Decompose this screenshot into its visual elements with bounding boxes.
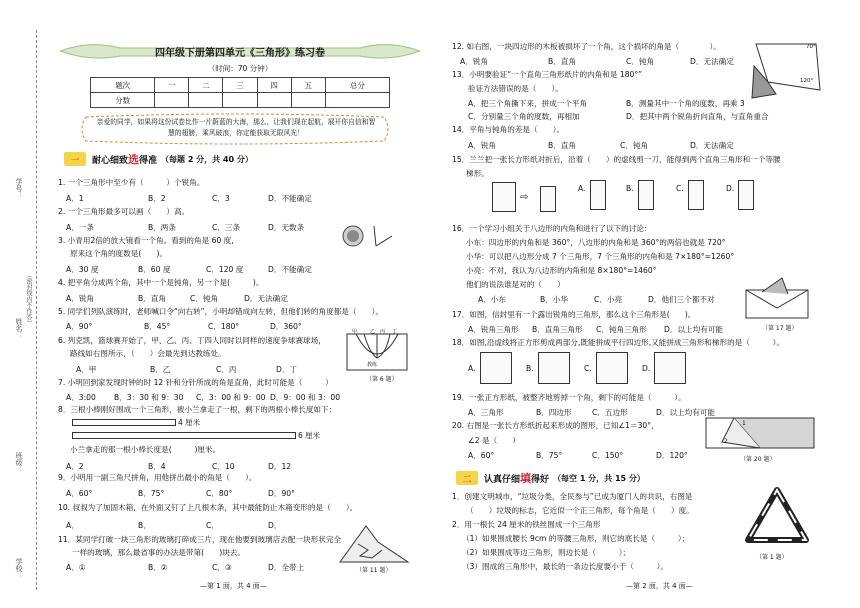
score-header: 总分: [325, 78, 389, 93]
q15-option[interactable]: A.: [578, 184, 586, 193]
q17-caption: （第 17 题）: [762, 325, 798, 332]
stick-6cm-label: 6 厘米: [298, 431, 321, 440]
q3-option[interactable]: B．60 度: [138, 265, 171, 274]
q14-option[interactable]: C．钝角: [620, 141, 649, 150]
binding-strip: [14, 0, 54, 608]
exam-time: （时间：70 分钟）: [207, 64, 273, 73]
q1-option[interactable]: D．不能确定: [268, 194, 312, 203]
q16-option[interactable]: D．他们三个都不对: [648, 295, 715, 304]
q17-option[interactable]: B．直角三角形: [532, 325, 583, 334]
q12-text: 12. 如右图，一块四边形的木板被损坏了一个角，这个损坏的角是（ ）。: [452, 42, 721, 51]
q3-option[interactable]: A．30 度: [66, 265, 99, 274]
q20-text-2: ∠2 是（ ）: [468, 436, 521, 445]
q20-option[interactable]: D．120°: [656, 451, 688, 460]
envelope-figure: [742, 276, 816, 320]
q16-line-3: 小亮：不对，我认为八边形的内角和是 8×180°=1460°: [466, 266, 657, 275]
q12-option[interactable]: C．钝角: [626, 57, 655, 66]
q4-option[interactable]: A．锐角: [66, 294, 94, 303]
board-angle-120: 120°: [800, 78, 814, 84]
score-cell[interactable]: [223, 93, 257, 108]
q8-text: 8．三根小棒刚好围成一个三角形，被小兰拿走了一根，剩下的两根小棒长度如下：: [58, 405, 337, 414]
section-2-header: [456, 470, 645, 486]
stick-6cm: [72, 432, 296, 439]
q8-option[interactable]: D．12: [268, 462, 292, 471]
q7-option[interactable]: D．9：00 和 3：00: [270, 393, 341, 402]
score-header: 三: [223, 78, 257, 93]
score-cell[interactable]: [325, 93, 389, 108]
class-label: 班级：: [15, 452, 23, 473]
q20-caption: （第 20 题）: [740, 456, 776, 463]
q15-paper-figure: [492, 182, 516, 212]
footer-right: —第 2 面，共 4 面—: [626, 582, 693, 590]
q16-line-2: 小华：可以把八边形分成 7 个三角形，7 个三角形的内角和是 7×180°=1260°: [466, 252, 735, 261]
score-header: 四: [257, 78, 291, 93]
q10-text: 10. 叔叔为了加固木箱，在外面又钉了上几根木条，其中最能防止木箱变形的是（ ）。: [58, 503, 358, 512]
court-label-ding: 丁: [392, 329, 398, 335]
q8-option[interactable]: B．4: [148, 462, 166, 471]
f-caption: （第 1 题）: [756, 554, 788, 561]
score-cell[interactable]: [189, 93, 223, 108]
q8-option[interactable]: A．2: [66, 462, 84, 471]
q4-option[interactable]: B．直角: [138, 294, 166, 303]
q2-option[interactable]: B．两条: [148, 223, 176, 232]
q9-option[interactable]: D．90°: [268, 489, 295, 498]
q1-option[interactable]: B．2: [148, 194, 166, 203]
q19-text: 19．一张正方形纸，被整齐地剪掉一个角，剩下的可能是（ ）。: [452, 393, 686, 402]
q2-option[interactable]: C．三条: [212, 223, 241, 232]
q6-option[interactable]: A．甲: [76, 365, 97, 374]
fold-angle-2: 2: [724, 438, 728, 445]
q18-option[interactable]: D.: [642, 364, 651, 373]
q11-caption: （第 11 题）: [356, 567, 392, 574]
q18-option-d-figure[interactable]: [654, 352, 686, 384]
q18-option-a-figure[interactable]: [480, 352, 512, 384]
q15-option-a-figure[interactable]: [590, 180, 606, 210]
q12-option[interactable]: B．直角: [548, 57, 576, 66]
q7-text: 7. 小明回到家发现时钟的时 12 针和分针所成的角是直角，此时可能是（ ）: [58, 378, 333, 387]
q11-text: 11．某同学打破一块三角形的玻璃打碎成三片，现在他要到玻璃店去配一块形状完全: [58, 535, 342, 544]
court-label-yi: 乙: [370, 329, 376, 335]
score-cell[interactable]: [155, 93, 189, 108]
court-label-bing: 丙: [380, 329, 386, 335]
q13-option[interactable]: A．把三个角撕下来，拼成一个平角: [468, 99, 588, 108]
section-2-badge: 二: [456, 471, 478, 485]
q17-text: 17．如图，信封里有一个露出锐角的三角形，那么这个三角形是( )。: [452, 310, 696, 319]
q10-option[interactable]: B．: [138, 521, 151, 530]
q3-option[interactable]: C．120 度: [206, 265, 244, 274]
q16-option[interactable]: A．小东: [478, 295, 506, 304]
folded-paper-figure: [704, 412, 818, 452]
q11-option[interactable]: B．②: [148, 563, 168, 572]
q16-text: 16．一个学习小组关于八边形的内角和进行了以下的讨论：: [452, 224, 652, 233]
q20-option[interactable]: A．60°: [468, 451, 495, 460]
q6-option[interactable]: C．丙: [216, 365, 237, 374]
intro-text: 亲爱的同学，如果将这份试卷比作一片蔚蓝的大海，那么，让我们现在起航，展开你自信和智慧的翅膀，乘风破浪，你定能获取无限风光！: [96, 118, 376, 137]
q18-option[interactable]: C.: [584, 364, 592, 373]
score-table: [90, 77, 390, 108]
q15-option[interactable]: C.: [676, 184, 684, 193]
q13-option[interactable]: D．把其中两个锐角折向直角，与直角重合: [626, 112, 769, 121]
q5-option[interactable]: D．360°: [270, 322, 302, 331]
q15-text-2: 梯形。: [466, 169, 489, 178]
f1-text-2: （ ）垃圾的标志，它近似一个正三角形，每个角是（ ）度。: [466, 506, 694, 515]
q4-option[interactable]: C．钝角: [190, 294, 219, 303]
q13-option[interactable]: C．分别量三个角的度数，再相加: [468, 112, 580, 121]
f2-sub-2: （2）如果围成等边三角形，则边长是（ ）；: [462, 548, 631, 557]
q17-option[interactable]: A．锐角三角形: [468, 325, 519, 334]
section-2-note: （每空 1 分，共 15 分）: [553, 473, 645, 483]
fold-angle-1: 1: [742, 420, 746, 427]
section-1-note: （每题 2 分，共 40 分）: [161, 154, 253, 164]
q6-text: 6. 列克凯，篮球赛开始了，甲、乙、丙、丁四人同时以同样的速度争球赛球场，: [58, 336, 326, 345]
q15-option[interactable]: B.: [626, 184, 634, 193]
section-1-title-a: 耐心细致: [92, 156, 129, 166]
q10-option[interactable]: A．: [66, 521, 79, 530]
q15-option-b-figure[interactable]: [638, 180, 654, 210]
q13-text: 13．小明要验证“一个直角三角形纸片的内角和是 180°”: [452, 70, 643, 79]
recycle-triangle-icon: [744, 486, 810, 546]
q1-text: 1. 一个三角形中至少有（ ）个锐角。: [58, 178, 205, 187]
q15-text: 15．兰兰把一张长方形纸对折后，沿着（ ）的虚线剪一刀，能得到两个直角三角形和一个等腰: [452, 155, 781, 164]
q11-option[interactable]: D．全带上: [268, 563, 305, 572]
q15-option[interactable]: D.: [726, 184, 735, 193]
court-label-jia: 甲: [352, 329, 358, 335]
q16-line-1: 小东：四边形的内角和是 360°，八边形的内角和是 360°的两倍也就是 720°: [466, 238, 726, 247]
seal-line: [36, 30, 37, 590]
q1-option[interactable]: A．1: [66, 194, 84, 203]
q7-option[interactable]: B．3：30 和 9：30: [114, 393, 184, 402]
score-row-label: 分数: [91, 93, 155, 108]
q9-option[interactable]: B．75°: [138, 489, 165, 498]
q11-option[interactable]: A．①: [66, 563, 86, 572]
q19-option[interactable]: A．三角形: [468, 408, 504, 417]
q5-option[interactable]: A．90°: [66, 322, 93, 331]
score-cell[interactable]: [291, 93, 325, 108]
q19-option[interactable]: C．五边形: [592, 408, 628, 417]
q13-text-2: 验证方法错误的是（ ）。: [468, 84, 563, 93]
q6-caption: （第 6 题）: [366, 376, 398, 383]
q9-option[interactable]: C．80°: [206, 489, 233, 498]
section-2-title-highlight: 填: [520, 472, 532, 485]
q2-option[interactable]: D．无数条: [268, 223, 305, 232]
q9-text: 9．小明用一副三角尺拼角，用他拼出最小的角是（ ）。: [58, 473, 257, 482]
q5-text: 5. 同学们列队演练时，老师喊口令“向右转”，小明却错成向左转，但他们转的角度都是（ ）。: [58, 307, 384, 316]
q17-option[interactable]: C．钝角三角形: [596, 325, 647, 334]
score-header: 一: [155, 78, 189, 93]
section-2-title: [484, 470, 549, 486]
q6-option[interactable]: D．丁: [276, 365, 298, 374]
q16-option[interactable]: C．小亮: [594, 295, 623, 304]
court-label-coach: 教练: [367, 362, 378, 368]
q20-text: 20. 右图是一张长方形纸折起来形成的图形，已知∠1＝30°，: [452, 421, 659, 430]
section-2-title-b: 得好: [531, 475, 550, 485]
q11-option[interactable]: C．③: [212, 563, 232, 572]
q15-option-c-figure[interactable]: [688, 180, 704, 210]
q2-text: 2. 一个三角形最多可以画（ ）高。: [58, 207, 190, 216]
q18-text: 18．如图,沿虚线将正方形剪成两部分,既能拼成平行四边形,又能拼成三角形和梯形的是（ ）。: [452, 338, 785, 347]
q8-option[interactable]: C．10: [212, 462, 235, 471]
board-angle-70: 70°: [806, 44, 816, 50]
f2-sub-3: （3）围成的三角形中，最长的一条边长度要小于（ ）。: [462, 562, 669, 571]
q9-option[interactable]: A．60°: [66, 489, 93, 498]
q19-option[interactable]: B．四边形: [536, 408, 572, 417]
arrow-icon: ⇨: [520, 192, 529, 203]
f2-text: 2．用一根长 24 厘米的铁丝围成一个三角形: [452, 520, 601, 529]
q1-option[interactable]: C．3: [212, 194, 230, 203]
magnifier-figure: [340, 222, 398, 252]
q16-line-4: 他们的说法谁是对的（ ）: [466, 280, 565, 289]
q12-option[interactable]: D．无法确定: [690, 57, 734, 66]
f1-text: 1．创建文明城市，“垃圾分类，全民参与”已成为厦门人的共识，右图是: [452, 492, 693, 501]
q4-option[interactable]: D．无法确定: [244, 294, 288, 303]
section-1-header: [64, 151, 253, 167]
q14-option[interactable]: B．直角: [548, 141, 576, 150]
page-title: 四年级下册第四单元《三角形》练习卷: [155, 48, 325, 59]
q15-option-d-figure[interactable]: [738, 180, 754, 210]
q20-option[interactable]: B．75°: [536, 451, 563, 460]
q12-option[interactable]: A．锐角: [460, 57, 488, 66]
section-1-badge: 一: [64, 152, 86, 166]
section-1-title-b: 得准: [139, 156, 158, 166]
q19-option[interactable]: D．以上均有可能: [656, 408, 716, 417]
q5-option[interactable]: B．45°: [144, 322, 171, 331]
q17-option[interactable]: D．以上均有可能: [664, 325, 724, 334]
q10-option[interactable]: D．: [268, 521, 282, 530]
stick-4cm: [72, 419, 176, 426]
section-1-title: [92, 151, 157, 167]
section-1-title-highlight: 选: [128, 153, 140, 166]
q4-text: 4. 把平角分成两个角，其中一个是钝角，另一个是( )。: [58, 278, 264, 287]
score-header: 二: [189, 78, 223, 93]
q16-option[interactable]: B．小华: [540, 295, 568, 304]
q7-option[interactable]: A．3:00: [66, 393, 96, 402]
q6-option[interactable]: B．乙: [150, 365, 171, 374]
q2-option[interactable]: A．一条: [66, 223, 94, 232]
q18-option-b-figure[interactable]: [538, 352, 570, 384]
q7-option[interactable]: C．3：00 和 9：00: [196, 393, 266, 402]
q14-option[interactable]: D．无法确定: [690, 141, 734, 150]
name-label: 姓名：: [15, 318, 23, 339]
q18-option-c-figure[interactable]: [596, 352, 628, 384]
q18-option[interactable]: B.: [526, 364, 534, 373]
q3-option[interactable]: D．不能确定: [268, 265, 312, 274]
score-cell[interactable]: [257, 93, 291, 108]
q14-text: 14．平角与钝角的差是（ ）。: [452, 125, 565, 134]
q6-text-2: 路线如右图所示，（ ）会最先到达教练处。: [70, 349, 226, 358]
q3-text: 3. 小青用2倍的放大镜看一个角。看到的角是 60 度,: [58, 236, 234, 245]
q20-option[interactable]: C．150°: [592, 451, 624, 460]
q3-text-2: 原来这个角的度数是( )。: [70, 249, 168, 258]
q13-option[interactable]: B．测量其中一个角的度数，再乘 3: [626, 99, 745, 108]
broken-glass-figure: [338, 522, 410, 566]
stick-4cm-label: 4 厘米: [178, 418, 201, 427]
q5-option[interactable]: C．180°: [208, 322, 240, 331]
score-header: 题次: [91, 78, 155, 93]
student-id-label: 学号：: [15, 178, 23, 199]
seal-notice: （密封线内不作答）: [25, 272, 32, 326]
school-label: 学校：: [15, 558, 23, 579]
q10-option[interactable]: C．: [206, 521, 219, 530]
q14-option[interactable]: A．锐角: [468, 141, 496, 150]
footer-left: —第 1 面，共 4 面—: [200, 582, 267, 590]
score-header: 五: [291, 78, 325, 93]
q15-folded-figure: [540, 186, 556, 212]
section-2-title-a: 认真仔细: [484, 475, 521, 485]
q18-option[interactable]: A.: [468, 364, 476, 373]
q11-text-2: 一样的玻璃，那么最省事的办法是带第( )块去。: [72, 548, 245, 557]
f2-sub-1: （1）如果围成腰长 9cm 的等腰三角形，则它的底长是（ ）；: [462, 534, 690, 543]
q8-text-2: 小兰拿走的那一根小棒长度是( )厘米。: [70, 445, 221, 454]
